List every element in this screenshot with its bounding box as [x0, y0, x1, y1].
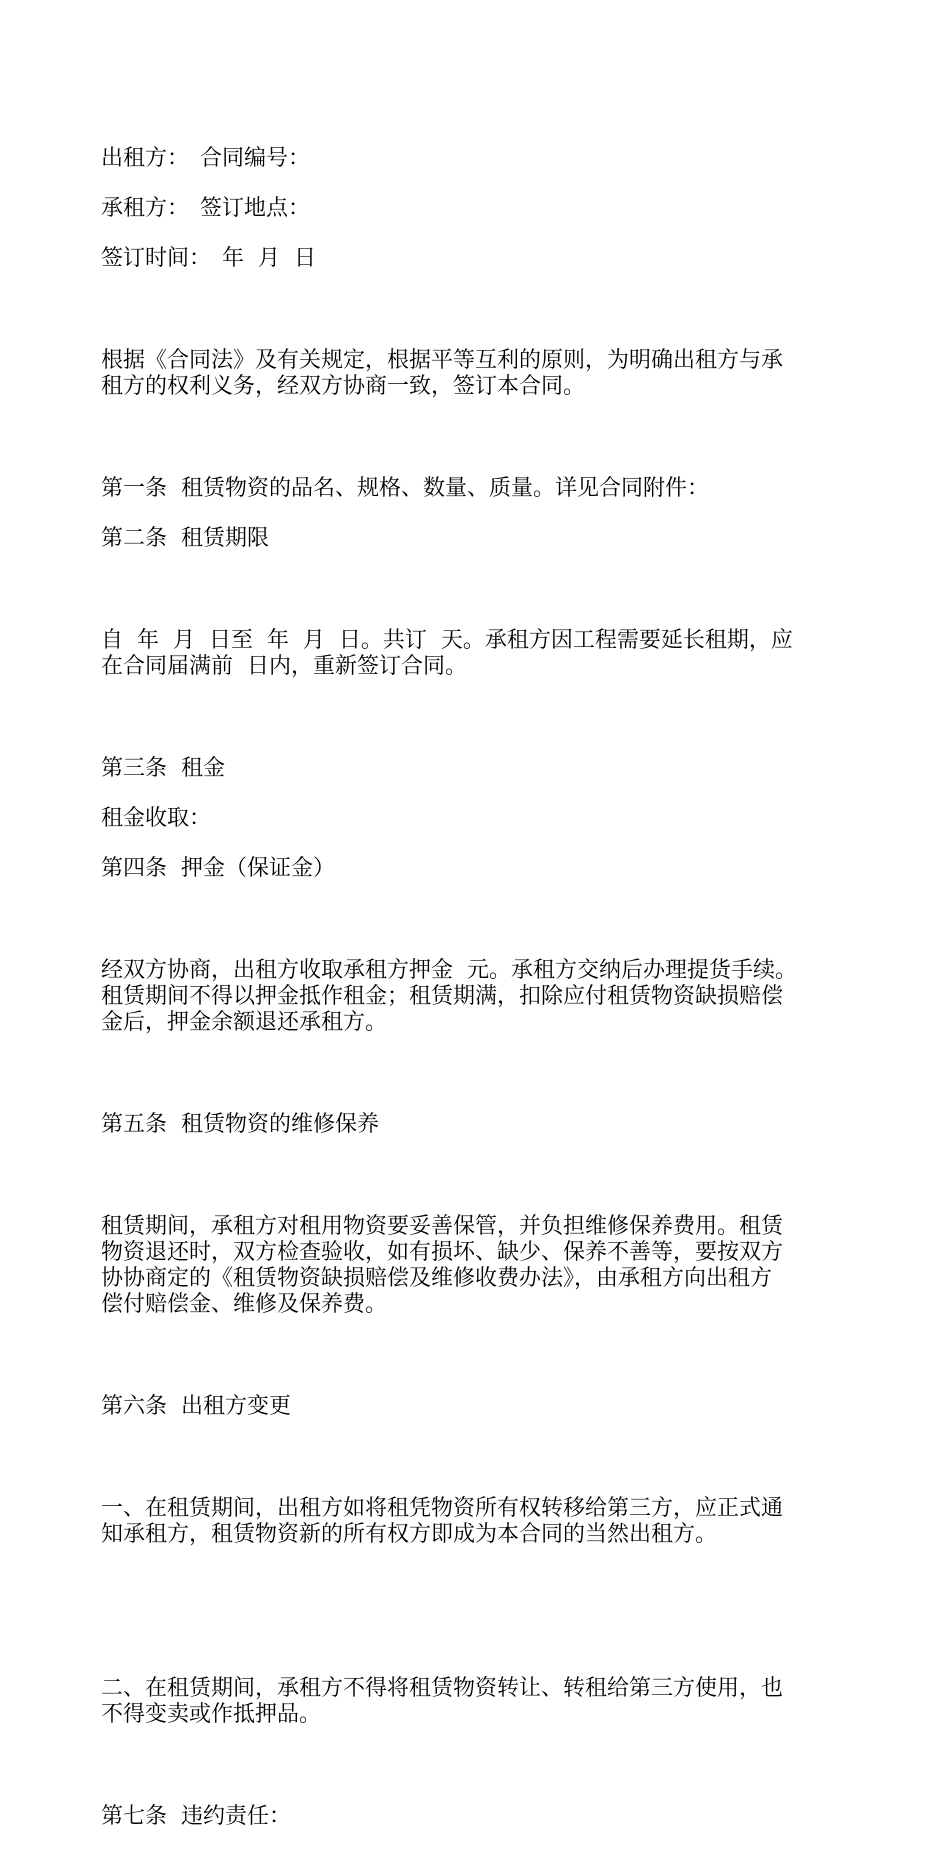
intro-line: 租方的权利义务，经双方协商一致，签订本合同。 [101, 374, 586, 399]
article-5-line: 偿付赔偿金、维修及保养费。 [101, 1292, 388, 1317]
article-6-item-2-line: 不得变卖或作抵押品。 [101, 1702, 322, 1727]
article-3-body: 租金收取： [101, 806, 212, 831]
contract-content [101, 146, 861, 1854]
intro-paragraph [101, 296, 861, 452]
sign-time-line: 签订时间： 年 月 日 [101, 246, 316, 271]
article-2-line: 在合同届满前 日内，重新签订合同。 [101, 654, 467, 679]
article-1-heading: 第一条 租赁物资的品名、规格、数量、质量。详见合同附件： [101, 476, 709, 501]
article-6-heading: 第六条 出租方变更 [101, 1394, 291, 1419]
article-2-line: 自 年 月 日至 年 月 日。共订 天。承租方因工程需要延长租期，应 [101, 628, 793, 653]
article-5-line: 协协商定的《租赁物资缺损赔偿及维修收费办法》，由承租方向出租方 [101, 1266, 773, 1291]
article-5-body [101, 1162, 861, 1370]
article-4-line: 租赁期间不得以押金抵作租金；租赁期满，扣除应付租赁物资缺损赔偿 [101, 984, 784, 1009]
article-4-body [101, 906, 861, 1088]
article-3-heading: 第三条 租金 [101, 756, 225, 781]
lessor-line: 出租方： 合同编号： [101, 146, 311, 171]
article-2-body [101, 576, 861, 732]
article-6-item-1 [101, 1444, 861, 1600]
article-5-line: 租赁期间，承租方对租用物资要妥善保管，并负担维修保养费用。租赁 [101, 1214, 784, 1239]
article-6-item-2-line: 二、在租赁期间，承租方不得将租赁物资转让、转租给第三方使用，也 [101, 1676, 784, 1701]
article-4-line: 金后，押金余额退还承租方。 [101, 1010, 388, 1035]
article-6-item-2 [101, 1624, 861, 1780]
article-7-heading: 第七条 违约责任： [101, 1804, 291, 1829]
intro-line: 根据《合同法》及有关规定，根据平等互利的原则，为明确出租方与承 [101, 348, 784, 373]
article-6-item-1-line: 知承租方，租赁物资新的所有权方即成为本合同的当然出租方。 [101, 1522, 718, 1547]
article-6-item-1-line: 一、在租赁期间，出租方如将租凭物资所有权转移给第三方，应正式通 [101, 1496, 784, 1521]
lessee-line: 承租方： 签订地点： [101, 196, 311, 221]
article-2-heading: 第二条 租赁期限 [101, 526, 269, 551]
article-5-heading: 第五条 租赁物资的维修保养 [101, 1112, 379, 1137]
article-4-heading: 第四条 押金（保证金） [101, 856, 335, 881]
article-4-line: 经双方协商，出租方收取承租方押金 元。承租方交纳后办理提货手续。 [101, 958, 797, 983]
article-5-line: 物资退还时，双方检查验收，如有损坏、缺少、保养不善等，要按双方 [101, 1240, 784, 1265]
